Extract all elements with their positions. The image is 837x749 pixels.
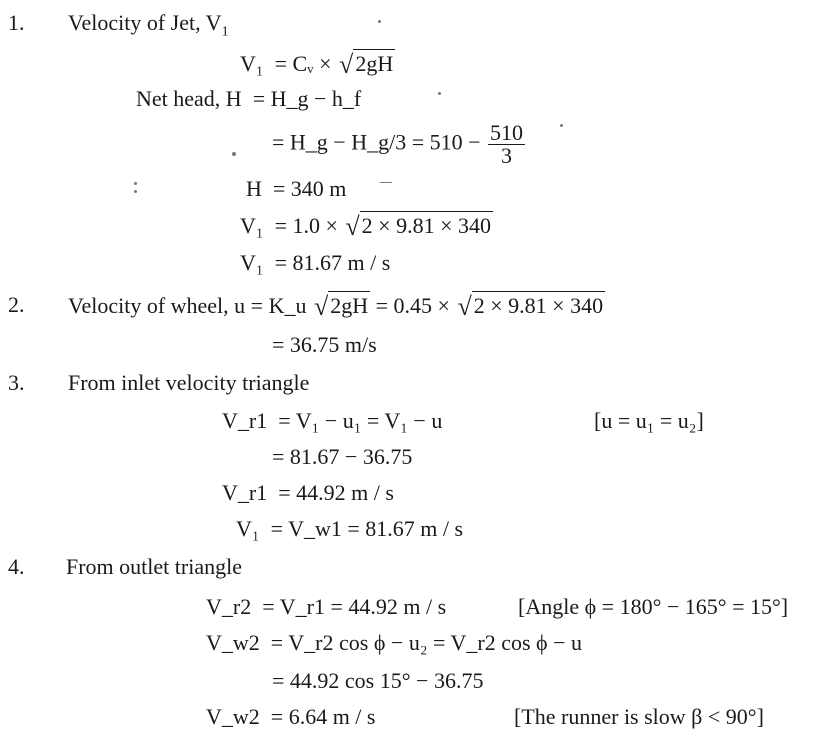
eq-lhs: V_r2	[206, 594, 252, 619]
scan-speck	[380, 182, 392, 183]
eq-rhs: = 340 m	[272, 176, 347, 201]
scan-speck	[438, 92, 441, 95]
eq-vr2	[206, 596, 446, 618]
eq-wheel-velocity	[68, 294, 605, 320]
note-angle-phi: [Angle ϕ = 180° − 165° = 15°]	[518, 594, 789, 619]
eq-rhs: = V_r1 = 44.92 m / s	[262, 594, 447, 619]
eq-lhs: V₁	[240, 213, 264, 238]
step-number-1: 1.	[8, 10, 25, 35]
eq-rhs: = 6.64 m / s	[270, 704, 376, 729]
eq-wheel-result: = 36.75 m/s	[272, 332, 377, 357]
numerator: 510	[490, 120, 524, 145]
eq-v1-substitution	[240, 214, 493, 240]
eq-head-result	[246, 178, 346, 200]
eq-vw2-result	[206, 706, 375, 728]
step-number-2: 2.	[8, 292, 25, 317]
eq-v1-result	[240, 252, 390, 274]
heading-text: Velocity of wheel, u = K_u	[68, 293, 307, 318]
note-u-equality: [u = u₁ = u₂]	[594, 408, 704, 433]
eq-rhs: = V₁ − u₁ = V₁ − u	[278, 408, 443, 433]
eq-lhs: V_w2	[206, 704, 260, 729]
eq-rhs: = 44.92 m / s	[278, 480, 394, 505]
sqrt-substitution: √2 × 9.81 × 340	[457, 292, 604, 321]
sqrt-2gH: √2gH	[339, 50, 394, 79]
sqrt-2gH: √2gH	[313, 292, 369, 321]
sqrt-content: 2gH	[355, 51, 394, 76]
heading-velocity-of-jet	[68, 12, 229, 39]
scan-speck	[134, 182, 137, 185]
eq-rhs: = Cᵥ ×	[274, 51, 332, 76]
eq-rhs: = H_g − H_g/3 = 510 −	[272, 129, 481, 155]
sqrt-content: 2gH	[330, 293, 369, 318]
eq-lhs: V₁	[240, 250, 264, 275]
denominator: 3	[501, 143, 513, 168]
heading-outlet-triangle: From outlet triangle	[66, 554, 242, 579]
scan-speck	[134, 190, 137, 193]
scan-speck	[232, 152, 236, 156]
eq-vw2-definition	[206, 632, 582, 654]
eq-v1-vw1	[236, 518, 463, 540]
eq-rhs: = 1.0 ×	[274, 213, 338, 238]
eq-vr1-definition	[222, 410, 442, 432]
eq-lhs: V₁	[240, 51, 264, 76]
eq-rhs: = 81.67 m / s	[274, 250, 391, 275]
eq-head-computation	[272, 122, 525, 167]
eq-lhs: V_r1	[222, 408, 268, 433]
sqrt-content: 2 × 9.81 × 340	[473, 293, 604, 318]
eq-rhs: = H_g − h_f	[252, 86, 362, 111]
eq-rhs: = 0.45 ×	[375, 293, 450, 318]
step-number-4: 4.	[8, 554, 25, 579]
eq-lhs: V_w2	[206, 630, 260, 655]
step-number-3: 3.	[8, 370, 25, 395]
eq-vw2-substitution: = 44.92 cos 15° − 36.75	[272, 668, 484, 693]
eq-lhs: V_r1	[222, 480, 268, 505]
note-runner-slow: [The runner is slow β < 90°]	[514, 704, 764, 729]
eq-rhs: = V_r2 cos ϕ − u₂ = V_r2 cos ϕ − u	[270, 630, 583, 655]
heading-subscript: 1	[221, 24, 229, 40]
eq-label: Net head, H	[136, 86, 242, 111]
eq-net-head	[136, 88, 361, 110]
scan-speck	[560, 124, 563, 127]
eq-rhs: = V_w1 = 81.67 m / s	[270, 516, 464, 541]
eq-lhs: H	[246, 176, 262, 201]
eq-vr1-substitution: = 81.67 − 36.75	[272, 444, 413, 469]
sqrt-substitution: √2 × 9.81 × 340	[345, 212, 491, 241]
fraction-510-over-3	[488, 122, 525, 167]
eq-v1-definition	[240, 52, 395, 78]
heading-inlet-triangle: From inlet velocity triangle	[68, 370, 310, 395]
scan-speck	[378, 20, 381, 23]
heading-text: Velocity of Jet, V	[68, 10, 222, 35]
sqrt-content: 2 × 9.81 × 340	[361, 213, 491, 238]
eq-vr1-result	[222, 482, 394, 504]
eq-lhs: V₁	[236, 516, 260, 541]
